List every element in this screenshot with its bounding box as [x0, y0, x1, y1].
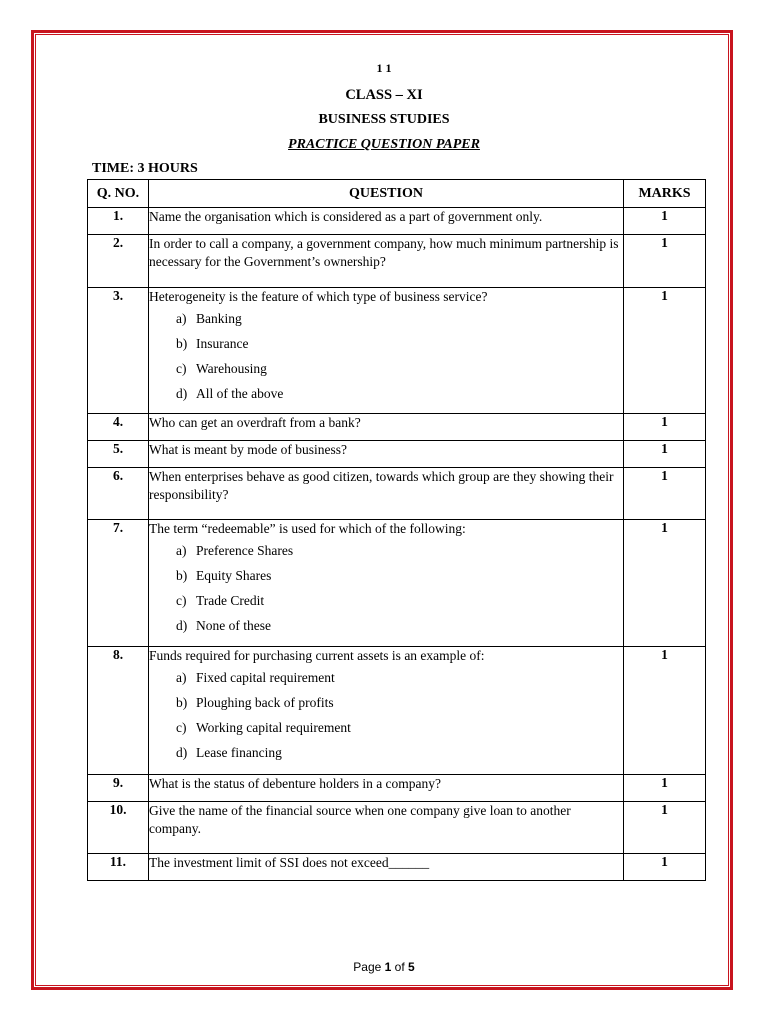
option-item [176, 740, 623, 765]
table-row [88, 520, 706, 647]
question-text: What is the status of debenture holders in a company? [149, 776, 442, 791]
table-row [88, 468, 706, 520]
question-cell [149, 235, 624, 288]
question-marks: 1 [624, 468, 706, 520]
option-text: None of these [196, 618, 271, 633]
question-text: Name the organisation which is considered as a part of government only. [149, 209, 543, 224]
option-label: c) [176, 361, 187, 376]
page-current: 1 [384, 960, 392, 974]
option-item [176, 665, 623, 690]
question-number: 6. [88, 468, 149, 520]
question-marks: 1 [624, 520, 706, 647]
option-text: Trade Credit [196, 593, 265, 608]
option-text: Warehousing [196, 361, 267, 376]
question-marks: 1 [624, 647, 706, 775]
option-label: d) [176, 386, 188, 401]
option-list [149, 665, 623, 765]
option-label: c) [176, 593, 187, 608]
paper-title: PRACTICE QUESTION PAPER [288, 137, 480, 152]
table-header-row [88, 180, 706, 208]
option-text: Ploughing back of profits [196, 695, 334, 710]
question-marks: 1 [624, 208, 706, 235]
question-cell [149, 520, 624, 647]
class-title: CLASS – XI [345, 87, 423, 103]
paper-number: 1 1 [376, 61, 392, 75]
option-item [176, 715, 623, 740]
question-number: 5. [88, 441, 149, 468]
option-label: a) [176, 670, 187, 685]
question-cell [149, 288, 624, 414]
question-number: 4. [88, 414, 149, 441]
header-marks: MARKS [624, 180, 706, 208]
table-row [88, 235, 706, 288]
question-cell [149, 441, 624, 468]
option-list [149, 538, 623, 638]
question-number: 2. [88, 235, 149, 288]
question-text: The term “redeemable” is used for which of the following: [149, 521, 466, 536]
option-text: Working capital requirement [196, 720, 351, 735]
option-label: b) [176, 695, 188, 710]
question-text: Heterogeneity is the feature of which type of business service? [149, 289, 488, 304]
table-row [88, 208, 706, 235]
question-text: The investment limit of SSI does not exceed______ [149, 855, 430, 870]
table-row [88, 802, 706, 854]
question-text: Who can get an overdraft from a bank? [149, 415, 361, 430]
option-text: Preference Shares [196, 543, 294, 558]
header-qno: Q. NO. [88, 180, 149, 208]
option-label: d) [176, 618, 188, 633]
option-label: a) [176, 543, 187, 558]
option-text: All of the above [196, 386, 284, 401]
question-number: 10. [88, 802, 149, 854]
option-item [176, 306, 623, 331]
question-text: Give the name of the financial source when one company give loan to another company. [149, 803, 571, 836]
option-label: b) [176, 568, 188, 583]
question-number: 3. [88, 288, 149, 414]
question-number: 11. [88, 854, 149, 881]
option-item [176, 331, 623, 356]
table-row [88, 414, 706, 441]
question-text: When enterprises behave as good citizen, towards which group are they showing their responsibility? [149, 469, 614, 502]
option-label: c) [176, 720, 187, 735]
page-footer [0, 960, 768, 974]
table-row [88, 775, 706, 802]
option-label: a) [176, 311, 187, 326]
page-of: of [394, 960, 405, 974]
option-text: Insurance [196, 336, 249, 351]
question-table [87, 179, 706, 881]
option-item [176, 690, 623, 715]
question-cell [149, 775, 624, 802]
table-row [88, 854, 706, 881]
question-cell [149, 414, 624, 441]
question-text: In order to call a company, a government company, how much minimum partnership is necessary for the Government’s ownership? [149, 236, 619, 269]
option-item [176, 613, 623, 638]
option-item [176, 538, 623, 563]
question-marks: 1 [624, 441, 706, 468]
option-text: Lease financing [196, 745, 282, 760]
option-item [176, 356, 623, 381]
question-marks: 1 [624, 802, 706, 854]
question-number: 7. [88, 520, 149, 647]
option-item [176, 588, 623, 613]
option-text: Banking [196, 311, 242, 326]
table-row [88, 441, 706, 468]
time-label: TIME: 3 HOURS [92, 161, 198, 176]
question-cell [149, 647, 624, 775]
table-row [88, 647, 706, 775]
option-item [176, 563, 623, 588]
option-label: d) [176, 745, 188, 760]
header-question: QUESTION [149, 180, 624, 208]
option-list [149, 306, 623, 406]
question-cell [149, 468, 624, 520]
option-item [176, 381, 623, 406]
option-text: Fixed capital requirement [196, 670, 335, 685]
question-marks: 1 [624, 288, 706, 414]
option-label: b) [176, 336, 188, 351]
option-text: Equity Shares [196, 568, 272, 583]
question-cell [149, 802, 624, 854]
question-marks: 1 [624, 235, 706, 288]
question-marks: 1 [624, 775, 706, 802]
subject-title: BUSINESS STUDIES [318, 112, 450, 127]
question-cell [149, 208, 624, 235]
question-number: 9. [88, 775, 149, 802]
table-row [88, 288, 706, 414]
question-table-body [88, 208, 706, 881]
question-text: What is meant by mode of business? [149, 442, 347, 457]
question-text: Funds required for purchasing current assets is an example of: [149, 648, 485, 663]
question-number: 8. [88, 647, 149, 775]
page-total: 5 [408, 960, 415, 974]
question-cell [149, 854, 624, 881]
question-marks: 1 [624, 854, 706, 881]
question-marks: 1 [624, 414, 706, 441]
page-label: Page [353, 960, 382, 974]
question-number: 1. [88, 208, 149, 235]
